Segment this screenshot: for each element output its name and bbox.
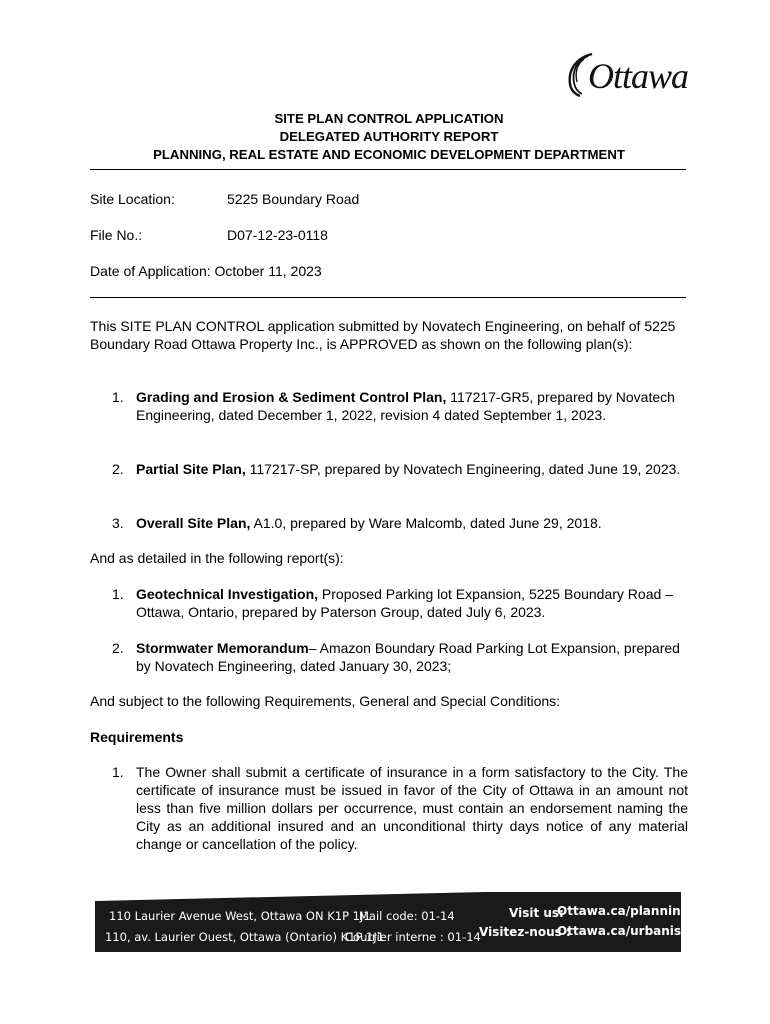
plan-title: Grading and Erosion & Sediment Control Plan,	[136, 389, 447, 405]
file-number-label: File No.:	[90, 227, 143, 243]
application-date-value: October 11, 2023	[214, 263, 322, 279]
ottawa-logo	[566, 48, 690, 108]
requirement-number: 1.	[112, 764, 124, 780]
plan-item	[90, 514, 688, 532]
footer-slant	[95, 892, 485, 901]
footer-address-fr: 110, av. Laurier Ouest, Ottawa (Ontario) K1P 1J1	[105, 930, 385, 944]
application-date-label: Date of Application:	[90, 263, 211, 279]
conditions-intro: And subject to the following Requirements, General and Special Conditions:	[90, 693, 561, 709]
requirement-text: The Owner shall submit a certificate of insurance in a form satisfactory to the City. The certificate of insurance must be issued in favor of the City of Ottawa in an amount not less than five million dollars per occurrence, must contain an endorsement naming the City as an additional insured and an unconditional thirty days notice of any material change or cancellation of the policy.	[136, 764, 688, 852]
heading-line-3: PLANNING, REAL ESTATE AND ECONOMIC DEVELOPMENT DEPARTMENT	[153, 147, 625, 162]
footer-mail-fr: Courrier interne : 01-14	[345, 930, 481, 944]
plan-item	[90, 388, 688, 424]
site-location-field	[90, 190, 359, 208]
plan-number: 1.	[112, 389, 124, 405]
report-text: – Amazon Boundary Road Parking Lot Expansion, prepared by Novatech Engineering, dated January 30, 2023;	[136, 640, 680, 674]
report-item	[90, 585, 688, 621]
plan-item	[90, 460, 688, 478]
footer-mail-en: Mail code: 01-14	[359, 909, 455, 923]
footer-banner	[95, 892, 702, 952]
heading-line-1: SITE PLAN CONTROL APPLICATION	[274, 111, 504, 126]
requirements-heading: Requirements	[90, 729, 184, 745]
report-number: 1.	[112, 586, 124, 602]
plan-text: A1.0, prepared by Ware Malcomb, dated June 29, 2018.	[250, 515, 602, 531]
footer-visit-fr-label: Visitez-nous :	[479, 925, 571, 939]
footer-visit-en-label: Visit us:	[509, 906, 564, 920]
site-location-value: 5225 Boundary Road	[227, 191, 360, 207]
plan-title: Partial Site Plan,	[136, 461, 246, 477]
report-title: Geotechnical Investigation,	[136, 586, 319, 602]
logo-wordmark: Ottawa	[588, 56, 689, 96]
report-item	[90, 639, 688, 675]
requirement-item	[90, 763, 688, 853]
plan-title: Overall Site Plan,	[136, 515, 251, 531]
report-title: Stormwater Memorandum	[136, 640, 309, 656]
plan-text: 117217-GR5, prepared by Novatech Engineering, dated December 1, 2022, revision 4 dated September 1, 2023.	[136, 389, 675, 423]
plan-text: 117217-SP, prepared by Novatech Engineering, dated June 19, 2023.	[245, 461, 681, 477]
file-number-field	[90, 226, 328, 244]
file-number-value: D07-12-23-0118	[227, 227, 328, 243]
report-text: Proposed Parking lot Expansion, 5225 Boundary Road – Ottawa, Ontario, prepared by Paterson Group, dated July 6, 2023.	[136, 586, 673, 620]
plan-number: 3.	[112, 515, 124, 531]
application-date-field	[90, 262, 322, 280]
intro-paragraph: This SITE PLAN CONTROL application submitted by Novatech Engineering, on behalf of 5225 Boundary Road Ottawa Property Inc., is APPROVED as shown on the following plan(s):	[90, 318, 676, 352]
report-number: 2.	[112, 640, 124, 656]
heading-line-2: DELEGATED AUTHORITY REPORT	[279, 129, 499, 144]
footer-visit-fr-url[interactable]: Ottawa.ca/urbanisme	[557, 924, 702, 938]
report-heading	[90, 110, 688, 164]
reports-intro: And as detailed in the following report(s):	[90, 550, 344, 566]
footer-visit-en-url[interactable]: Ottawa.ca/planning	[557, 904, 690, 918]
footer-address-en: 110 Laurier Avenue West, Ottawa ON K1P 1J1	[109, 909, 371, 923]
divider-bottom	[90, 297, 686, 298]
site-location-label: Site Location:	[90, 191, 175, 207]
plan-number: 2.	[112, 461, 124, 477]
divider-top	[90, 169, 686, 170]
